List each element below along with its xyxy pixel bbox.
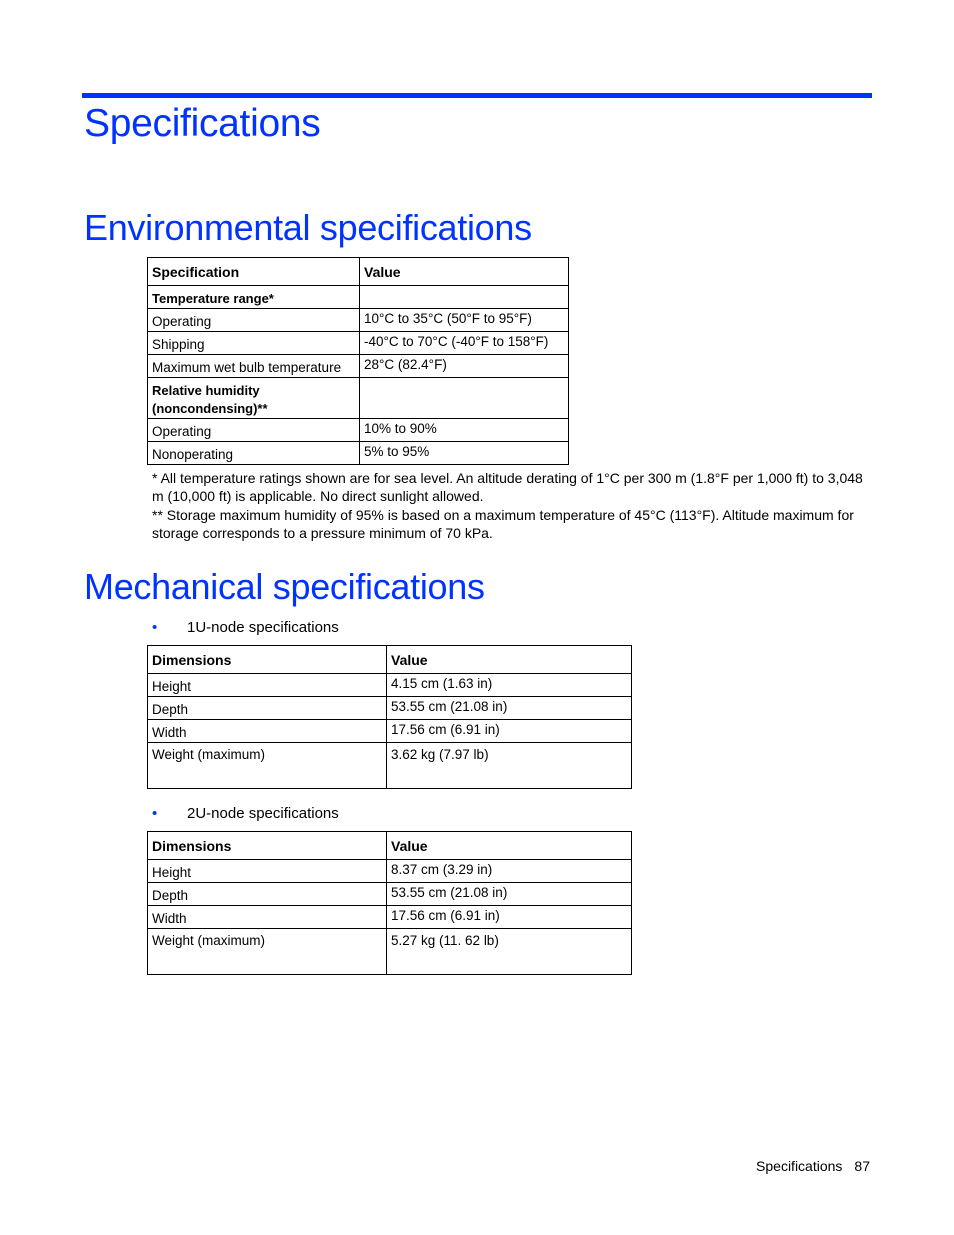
weight-value: 5.27 kg (11. 62 lb) — [387, 929, 632, 975]
empty-cell — [360, 286, 569, 309]
wet-bulb-value: 28°C (82.4°F) — [360, 355, 569, 378]
weight-label: Weight (maximum) — [148, 743, 387, 789]
footnote-temperature: * All temperature ratings shown are for sea level. An altitude derating of 1°C per 300 m (1.8°F per 1,000 ft) to 3,048 m (10,000 ft) is applicable. No direct sunlight allowed. — [152, 470, 863, 505]
footnote-humidity: ** Storage maximum humidity of 95% is based on a maximum temperature of 45°C (113°F). Altitude maximum for storage corresponds to a pressure minimum of 70 kPa. — [152, 506, 854, 541]
temp-operating-label: Operating — [148, 309, 360, 332]
table-row — [148, 860, 632, 883]
empty-cell — [360, 378, 569, 419]
chapter-rule — [82, 93, 872, 98]
page-footer — [756, 1158, 870, 1174]
environmental-table — [147, 257, 569, 465]
table-header-row — [148, 258, 569, 286]
relative-humidity-line2: (noncondensing)** — [152, 401, 268, 416]
relative-humidity-label — [148, 378, 360, 419]
table-row — [148, 378, 569, 419]
table-row — [148, 720, 632, 743]
table-row — [148, 697, 632, 720]
temp-shipping-value: -40°C to 70°C (-40°F to 158°F) — [360, 332, 569, 355]
table-row — [148, 286, 569, 309]
column-header-value: Value — [387, 832, 632, 860]
width-label: Width — [148, 720, 387, 743]
column-header-value: Value — [387, 646, 632, 674]
temperature-range-label: Temperature range* — [148, 286, 360, 309]
height-value: 4.15 cm (1.63 in) — [387, 674, 632, 697]
footnotes — [152, 469, 872, 542]
humidity-nonoperating-value: 5% to 95% — [360, 442, 569, 465]
humidity-operating-value: 10% to 90% — [360, 419, 569, 442]
height-label: Height — [148, 674, 387, 697]
2u-node-table — [147, 831, 632, 975]
weight-value: 3.62 kg (7.97 lb) — [387, 743, 632, 789]
weight-label: Weight (maximum) — [148, 929, 387, 975]
column-header-value: Value — [360, 258, 569, 286]
height-label: Height — [148, 860, 387, 883]
depth-value: 53.55 cm (21.08 in) — [387, 697, 632, 720]
table-row — [148, 419, 569, 442]
table-row — [148, 906, 632, 929]
table-row — [148, 355, 569, 378]
height-value: 8.37 cm (3.29 in) — [387, 860, 632, 883]
humidity-nonoperating-label: Nonoperating — [148, 442, 360, 465]
bullet-icon: • — [152, 805, 158, 822]
bullet-2u-node — [152, 805, 339, 822]
table-row — [148, 929, 632, 975]
table-row — [148, 674, 632, 697]
humidity-operating-label: Operating — [148, 419, 360, 442]
width-label: Width — [148, 906, 387, 929]
bullet-text: 1U-node specifications — [187, 619, 339, 636]
wet-bulb-label: Maximum wet bulb temperature — [148, 355, 360, 378]
table-row — [148, 332, 569, 355]
1u-node-table — [147, 645, 632, 789]
depth-value: 53.55 cm (21.08 in) — [387, 883, 632, 906]
table-row — [148, 309, 569, 332]
column-header-dimensions: Dimensions — [148, 832, 387, 860]
mechanical-heading: Mechanical specifications — [84, 566, 485, 607]
width-value: 17.56 cm (6.91 in) — [387, 720, 632, 743]
relative-humidity-line1: Relative humidity — [152, 383, 260, 398]
page-title: Specifications — [84, 102, 321, 145]
column-header-dimensions: Dimensions — [148, 646, 387, 674]
footer-section: Specifications — [756, 1158, 843, 1174]
bullet-text: 2U-node specifications — [187, 805, 339, 822]
width-value: 17.56 cm (6.91 in) — [387, 906, 632, 929]
temp-operating-value: 10°C to 35°C (50°F to 95°F) — [360, 309, 569, 332]
table-row — [148, 743, 632, 789]
depth-label: Depth — [148, 883, 387, 906]
bullet-icon: • — [152, 619, 158, 636]
depth-label: Depth — [148, 697, 387, 720]
table-row — [148, 883, 632, 906]
temp-shipping-label: Shipping — [148, 332, 360, 355]
column-header-specification: Specification — [148, 258, 360, 286]
table-header-row — [148, 646, 632, 674]
bullet-1u-node — [152, 619, 339, 636]
page-number: 87 — [854, 1158, 870, 1174]
environmental-heading: Environmental specifications — [84, 207, 532, 248]
table-header-row — [148, 832, 632, 860]
table-row — [148, 442, 569, 465]
